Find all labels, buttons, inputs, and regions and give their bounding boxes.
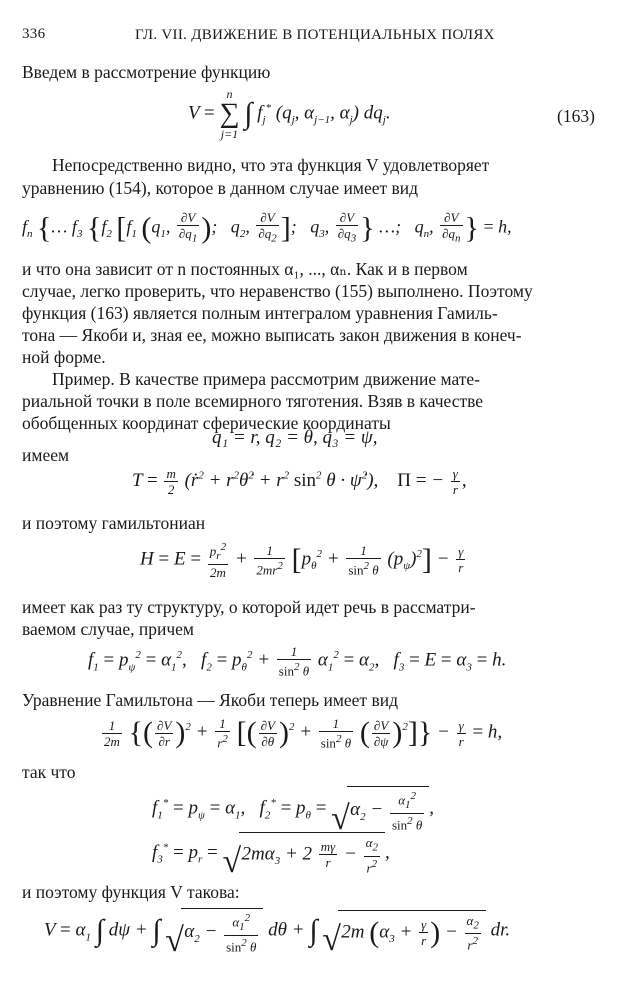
- equation-number: (163): [557, 106, 595, 126]
- equation-hamilton-jacobi-general: $f_n$ {… $f_3$ {$f_2$ [$f_1$ ($q_1$, $\frac{\partial V}{\partial q_1}$ ); $q_2$, $\frac{\partial V}{\partial q_2}$ ]; $q_3$, $\frac{\partial V}{\partial q_3}$ } …; $q_n$, $\frac{\partial V}{\partial q_n}$ } = h,: [22, 210, 512, 245]
- text-line: имеет как раз ту структуру, о которой идет речь в рассматри-: [22, 597, 476, 617]
- text-line: имеем: [22, 445, 70, 465]
- text-line: Непосредственно видно, что эта функция V удовлетворяет: [52, 155, 490, 175]
- equation-v-final: $V = \alpha_1$ ∫ dψ + ∫ √ $\alpha_2$ − $\frac{\alpha_1^2}{\sin^2 \theta}$ dθ + ∫ √ 2m ($\alpha_3$ + $\frac{\gamma}{r}$ ) − $\frac{\alpha_2}{r^2}$ dr.: [44, 908, 510, 954]
- equation-f-star-1-2: $f_1^* = p_\psi = \alpha_1$, $f_2^* = p_\theta$ = √ $\alpha_2$ − $\frac{\alpha_1^2}{\sin^2 \theta}$ ,: [152, 786, 434, 832]
- equation-coordinates: q₁ = r, q₂ = θ, q₃ = ψ,: [212, 427, 378, 448]
- equation-f-values: $f_1 = p_\psi^2 = \alpha_1^2$, $f_2 = p_\theta^2$ + $\frac{1}{\sin^2 \theta}$ $\alpha_1^2 = \alpha_2$, $f_3 = E = \alpha_3 = h$.: [88, 644, 507, 679]
- text-line: ной форме.: [22, 347, 106, 367]
- text-line: тона — Якоби и, зная ее, можно выписать закон движения в конеч-: [22, 325, 522, 345]
- equation-kinetic-potential: T = $\frac{m}{2}$ (ṙ$^2$ + $r^2\thetȧ^2 + r^2$ $\sin^2 \theta$ · ψ̇$^2$), П = − $\frac{\gamma}{r}$ ,: [132, 466, 467, 497]
- text-line: функция (163) является полным интегралом уравнения Гамиль-: [22, 303, 498, 323]
- text-line: уравнению (154), которое в данном случае имеет вид: [22, 178, 419, 198]
- text-line: Введем в рассмотрение функцию: [22, 62, 271, 82]
- text-line: случае, легко проверить, что неравенство (155) выполнено. Поэтому: [22, 281, 533, 301]
- equation-163: V = n ∑ j=1 ∫ $f_j^*$ ($q_j$, $\alpha_{j-1}$, $\alpha_j$) $dq_j$.: [188, 87, 391, 141]
- equation-hamilton-jacobi: $\frac{1}{2m}$ {( $\frac{\partial V}{\partial r}$ )$^2$ + $\frac{1}{r^2}$ [( $\frac{\partial V}{\partial\theta}$ )$^2$ + $\frac{1}{\sin^2 \theta}$ ( $\frac{\partial V}{\partial\psi}$ )$^2$]} − $\frac{\gamma}{r}$ = h,: [104, 716, 503, 751]
- text-line: обобщенных координат сферические координаты: [22, 413, 391, 433]
- page-number: 336: [22, 26, 46, 42]
- text-line: риальной точки в поле всемирного тяготения. Взяв в качестве: [22, 391, 484, 411]
- equation-hamiltonian: H = E = $\frac{p_r^2}{2m}$ + $\frac{1}{2mr^2}$ [$p_\theta^2$ + $\frac{1}{\sin^2 \theta}$ $(p_\psi)^2$] − $\frac{\gamma}{r}$: [140, 541, 464, 580]
- text-line: ваемом случае, причем: [22, 619, 194, 639]
- equation-f-star-3: $f_3^* = p_r$ = √ $2m\alpha_3 + 2$ $\frac{m\gamma}{r}$ − $\frac{\alpha_2}{r^2}$ ,: [152, 832, 390, 875]
- text-line: Уравнение Гамильтона — Якоби теперь имеет вид: [22, 690, 398, 710]
- text-line: и поэтому функция V такова:: [22, 882, 240, 902]
- text-line: Пример. В качестве примера рассмотрим движение мате-: [52, 369, 480, 389]
- text-line: и что она зависит от n постоянных α₁, ..., αₙ. Как и в первом: [22, 259, 468, 279]
- text-line: и поэтому гамильтониан: [22, 513, 206, 533]
- text-line: так что: [22, 762, 76, 782]
- running-title: ГЛ. VII. ДВИЖЕНИЕ В ПОТЕНЦИАЛЬНЫХ ПОЛЯХ: [135, 27, 495, 43]
